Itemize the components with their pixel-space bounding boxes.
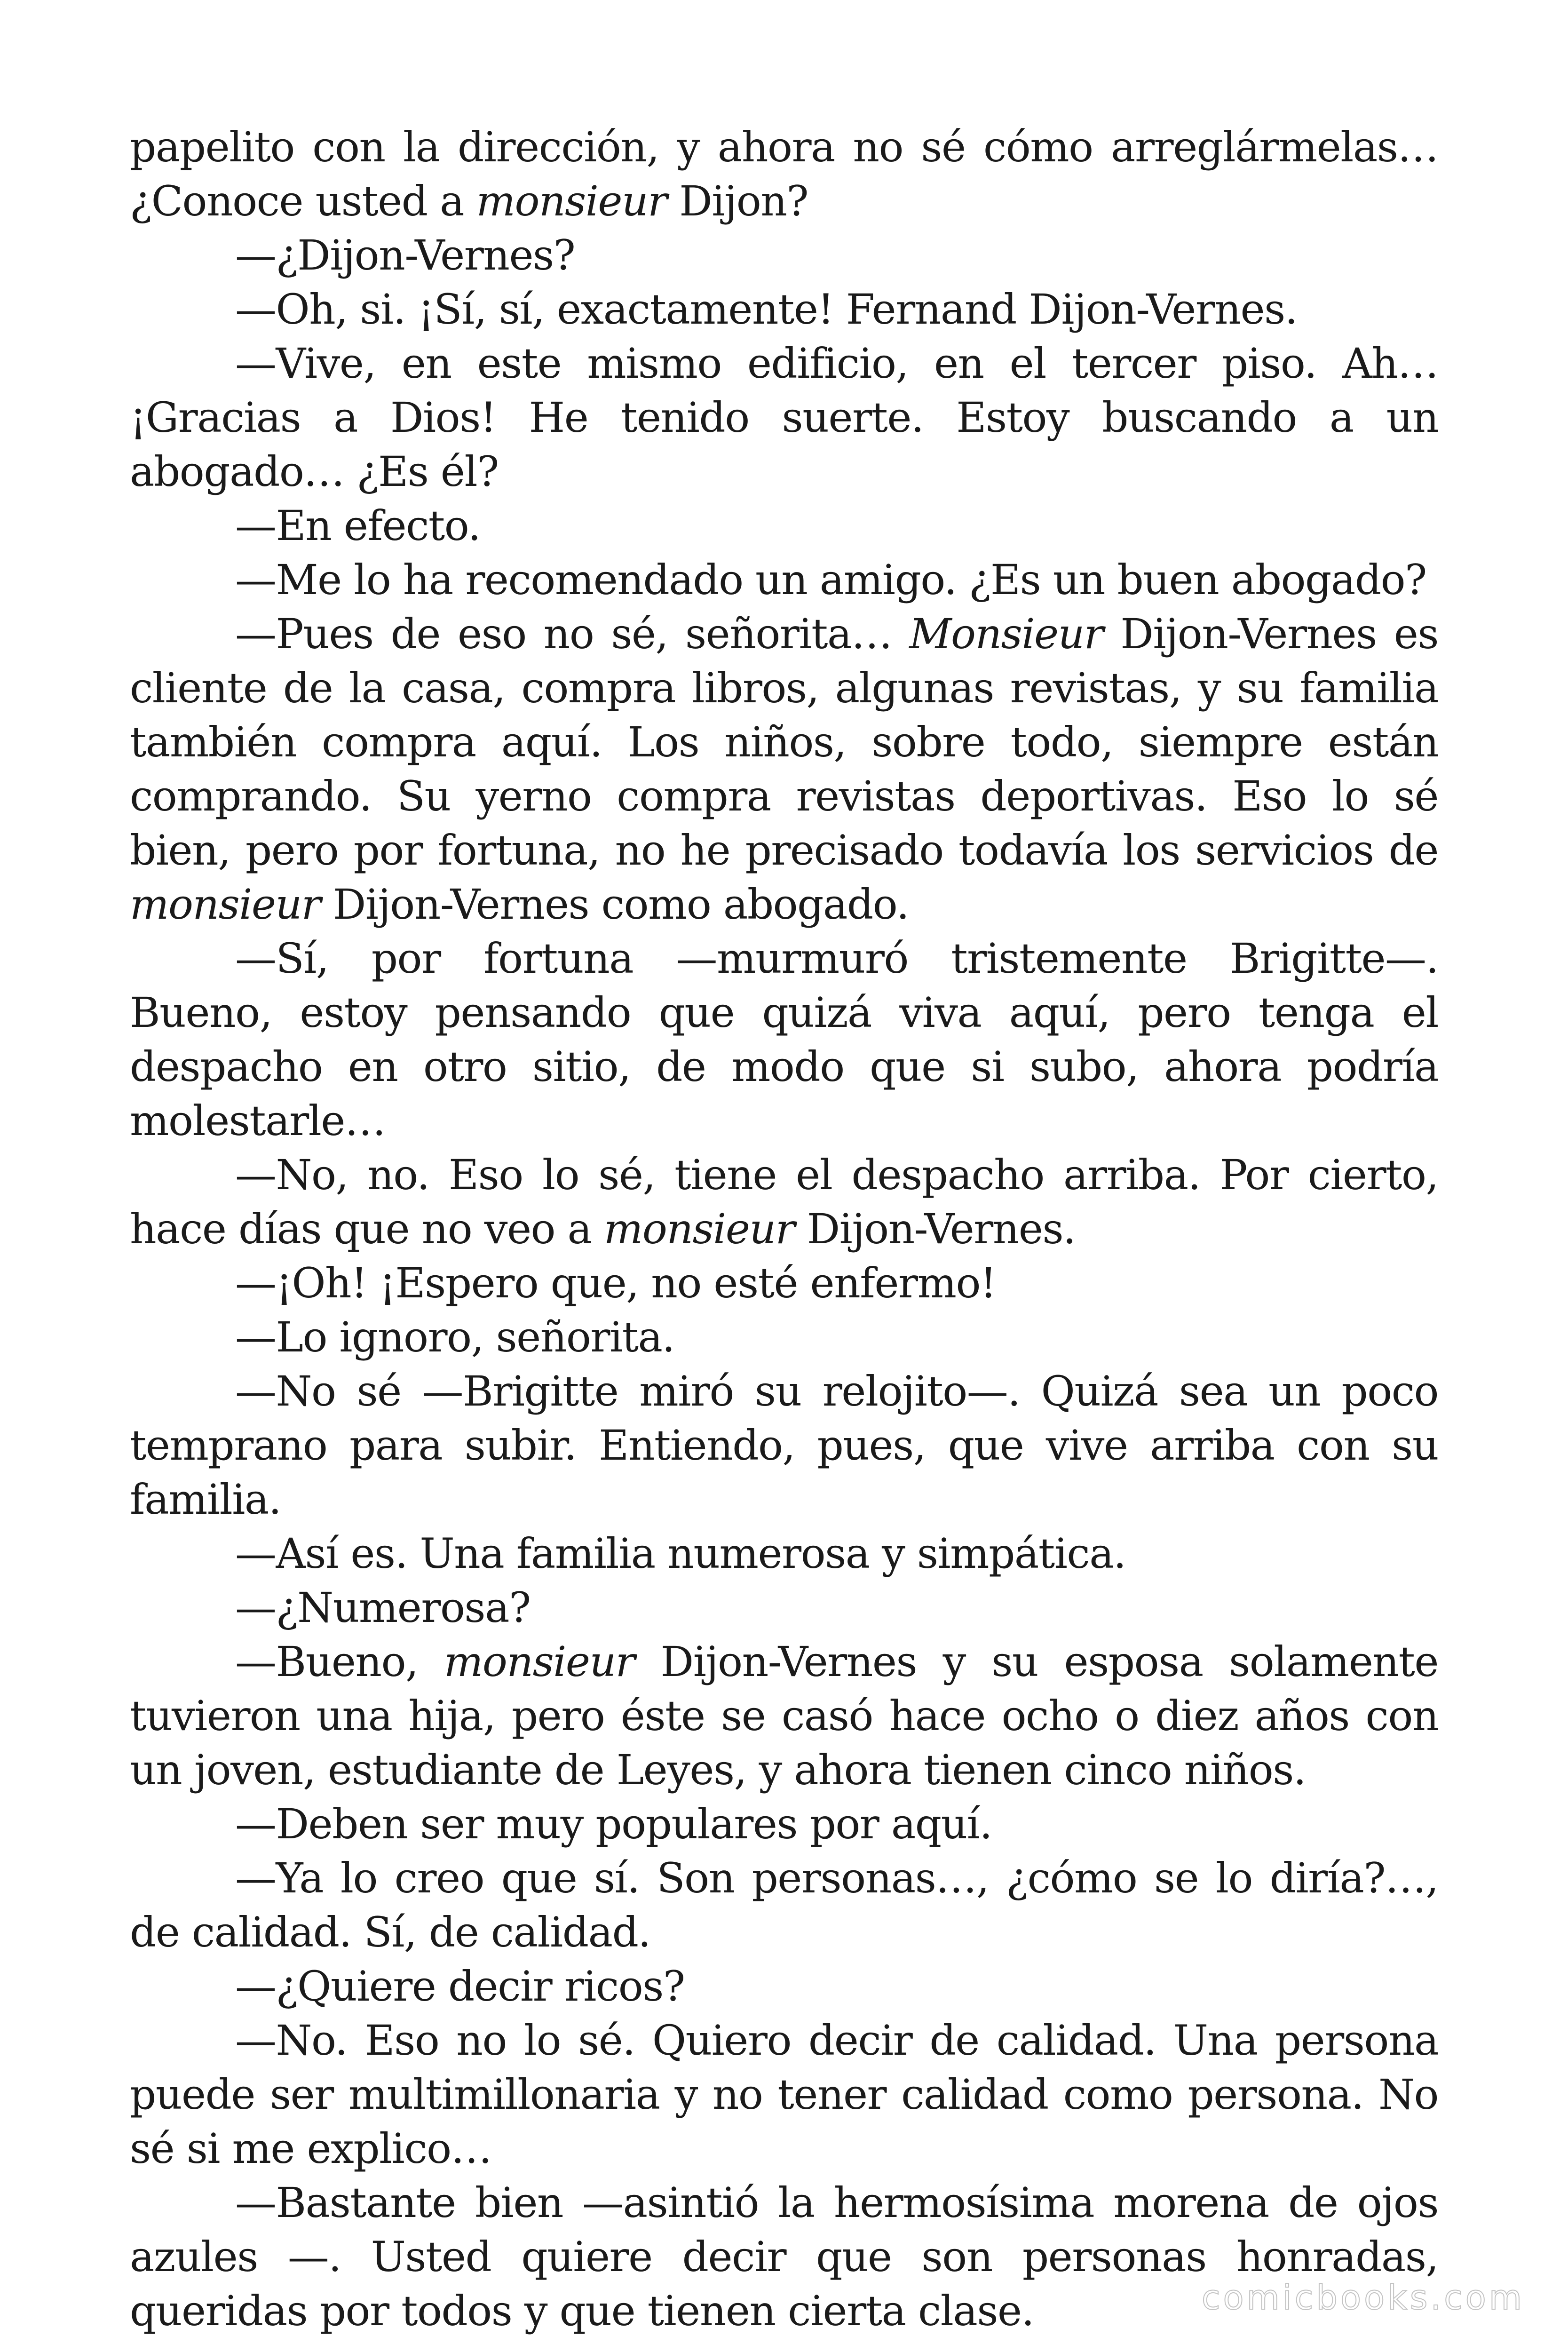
text-run: Dijon-Vernes como abogado. <box>320 880 909 929</box>
text-run: Dijon? <box>666 177 808 225</box>
text-run: —Pues de eso no sé, señorita… <box>235 610 910 658</box>
text-run: —No, no. Eso lo sé, tiene el despacho arriba. Por cierto, hace días que no veo a <box>130 1151 1438 1253</box>
text-run: Dijon-Vernes es cliente de la casa, compra libros, algunas revistas, y su familia también compra aquí. Los niños, sobre todo, siempre están comprando. Su yerno compra revistas deportivas. Eso lo sé bien, pero por fortuna, no he precisado todavía los servicios de <box>130 610 1439 874</box>
paragraph <box>130 1635 1438 1797</box>
text-run: papelito con la dirección, y ahora no sé cómo arreglármelas… ¿Conoce usted a <box>130 123 1438 225</box>
paragraph <box>130 1526 1438 1581</box>
text-run: —Sí, por fortuna —murmuró tristemente Brigitte—. Bueno, estoy pensando que quizá viva aquí, pero tenga el despacho en otro sitio, de modo que si subo, ahora podría molestarle… <box>130 934 1438 1145</box>
paragraph <box>130 120 1438 228</box>
text-run: —Lo ignoro, señorita. <box>235 1313 674 1361</box>
text-run: —Vive, en este mismo edificio, en el tercer piso. Ah… ¡Gracias a Dios! He tenido suerte. Estoy buscando a un abogado… ¿Es él? <box>130 339 1438 496</box>
paragraph <box>130 1851 1438 1959</box>
paragraph <box>130 607 1438 931</box>
text-run: —Así es. Una familia numerosa y simpática. <box>235 1529 1126 1578</box>
paragraph <box>130 228 1438 282</box>
paragraph <box>130 499 1438 553</box>
text-run: —En efecto. <box>235 501 481 550</box>
text-run: —Bastante bien —asintió la hermosísima morena de ojos azules —. Usted quiere decir que son personas honradas, queridas por todos y que tienen cierta clase. <box>130 2178 1438 2335</box>
text-run: Dijon-Vernes. <box>794 1205 1076 1253</box>
paragraph <box>130 1797 1438 1851</box>
paragraph <box>130 1310 1438 1364</box>
text-run: —Bueno, <box>235 1637 444 1686</box>
text-run: Dijon-Vernes y su esposa solamente tuvieron una hija, pero éste se casó hace ocho o diez años con un joven, estudiante de Leyes, y ahora tienen cinco niños. <box>130 1637 1438 1794</box>
text-run: —¿Quiere decir ricos? <box>235 1962 685 2010</box>
text-run: —Oh, si. ¡Sí, sí, exactamente! Fernand Dijon-Vernes. <box>235 285 1298 334</box>
text-run: —¿Numerosa? <box>235 1583 531 1632</box>
text-run: —Me lo ha recomendado un amigo. ¿Es un buen abogado? <box>235 556 1426 604</box>
paragraph <box>130 336 1438 499</box>
text-run: —Ya lo creo que sí. Son personas…, ¿cómo se lo diría?…, de calidad. Sí, de calidad. <box>130 1854 1438 1956</box>
text-run: —No sé —Brigitte miró su relojito—. Quizá sea un poco temprano para subir. Entiendo, pues, que vive arriba con su familia. <box>130 1367 1438 1524</box>
paragraph <box>130 1959 1438 2013</box>
italic-text: monsieur <box>130 880 321 929</box>
paragraph <box>130 1256 1438 1310</box>
text-run: —¿Dijon-Vernes? <box>235 231 575 279</box>
italic-text: Monsieur <box>909 610 1103 658</box>
paragraph <box>130 1364 1438 1526</box>
paragraph <box>130 931 1438 1148</box>
paragraph <box>130 2013 1438 2176</box>
italic-text: monsieur <box>603 1205 795 1253</box>
text-run: —No. Eso no lo sé. Quiero decir de calidad. Una persona puede ser multimillonaria y no tener calidad como persona. No sé si me explico… <box>130 2016 1438 2173</box>
text-run: —¡Oh! ¡Espero que, no esté enfermo! <box>235 1259 996 1307</box>
paragraph <box>130 282 1438 336</box>
italic-text: monsieur <box>443 1637 635 1686</box>
paragraph <box>130 1148 1438 1256</box>
paragraph <box>130 553 1438 607</box>
italic-text: monsieur <box>476 177 667 225</box>
text-run: —Deben ser muy populares por aquí. <box>235 1800 992 1848</box>
paragraph <box>130 1581 1438 1635</box>
watermark: comicbooks.com <box>1201 2278 1525 2317</box>
